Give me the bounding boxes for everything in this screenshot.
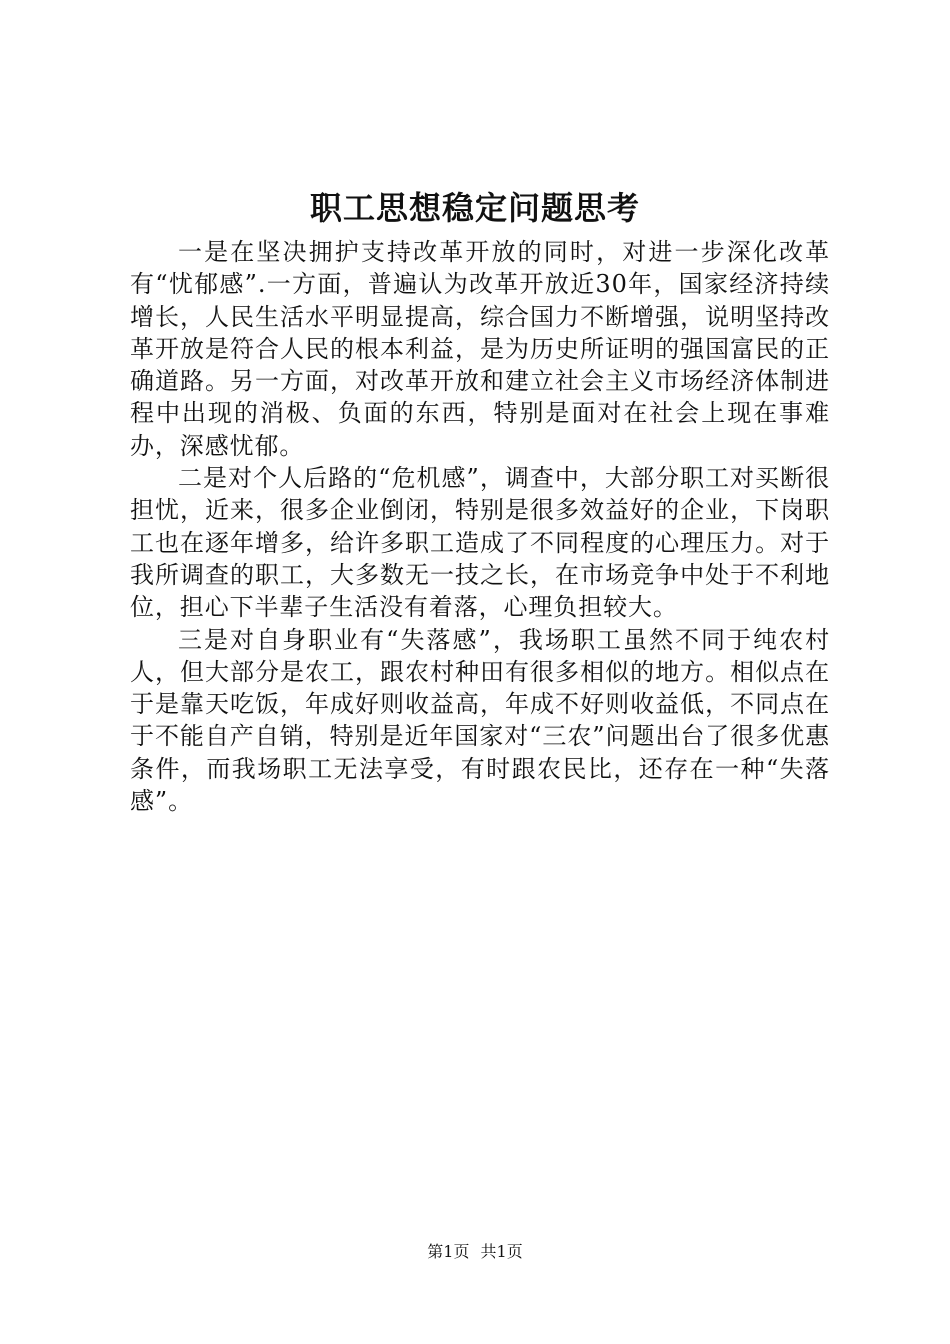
document-body [130, 236, 830, 817]
page-footer [0, 1242, 950, 1262]
page-number: 第1页 [427, 1242, 470, 1261]
page-total: 共1页 [480, 1242, 523, 1261]
paragraph-1: 一是在坚决拥护支持改革开放的同时，对进一步深化改革有“忧郁感”.一方面，普遍认为改革开放近30年，国家经济持续增长，人民生活水平明显提高，综合国力不断增强，说明坚持改革开放是符合人民的根本利益，是为历史所证明的强国富民的正确道路。另一方面，对改革开放和建立社会主义市场经济体制进程中出现的消极、负面的东西，特别是面对在社会上现在事难办，深感忧郁。 [130, 238, 830, 460]
paragraph-2: 二是对个人后路的“危机感”，调查中，大部分职工对买断很担忧，近来，很多企业倒闭，特别是很多效益好的企业，下岗职工也在逐年增多，给许多职工造成了不同程度的心理压力。对于我所调查的职工，大多数无一技之长，在市场竞争中处于不利地位，担心下半辈子生活没有着落，心理负担较大。 [130, 464, 830, 622]
paragraph-3: 三是对自身职业有“失落感”，我场职工虽然不同于纯农村人，但大部分是农工，跟农村种田有很多相似的地方。相似点在于是靠天吃饭，年成好则收益高，年成不好则收益低，不同点在于不能自产自销，特别是近年国家对“三农”问题出台了很多优惠条件，而我场职工无法享受，有时跟农民比，还存在一种“失落感”。 [130, 625, 830, 816]
document-title: 职工思想稳定问题思考 [309, 189, 640, 227]
